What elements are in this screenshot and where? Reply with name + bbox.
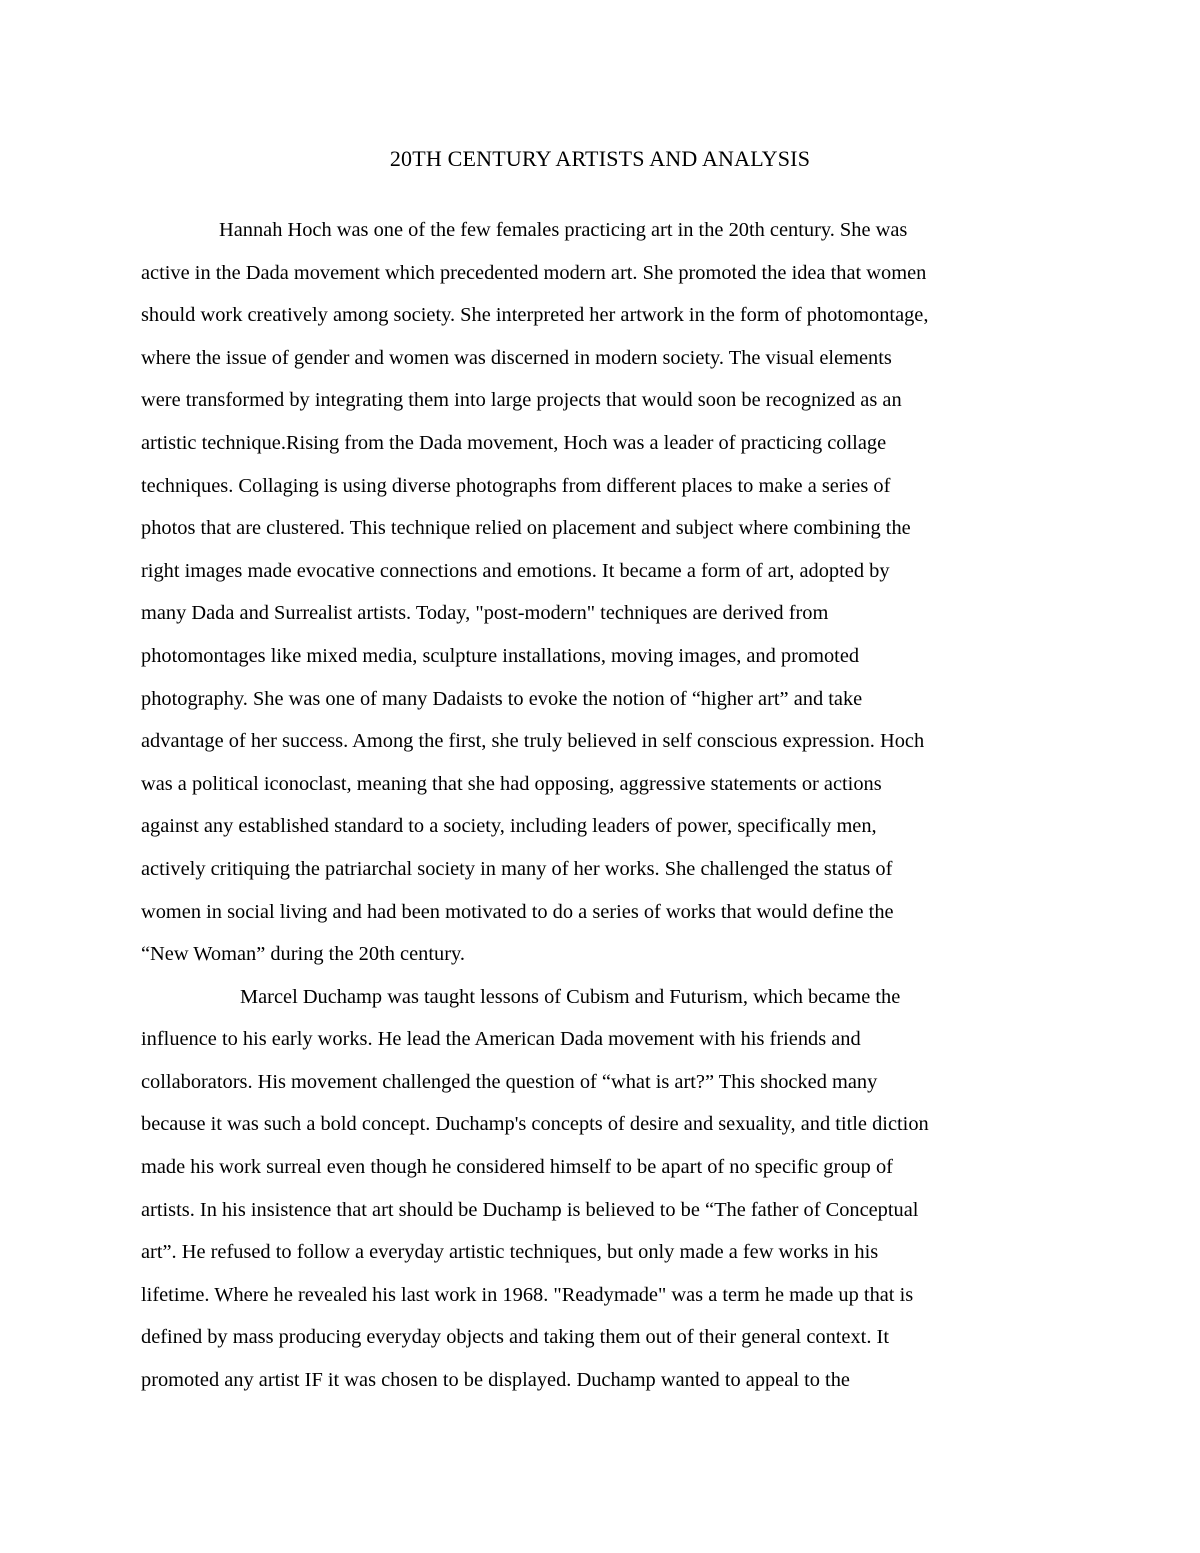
- paragraph-duchamp-line-1: Marcel Duchamp was taught lessons of Cubism and Futurism, which became the: [240, 985, 901, 1008]
- paragraph-duchamp-line-5: made his work surreal even though he considered himself to be apart of no specific group of: [141, 1156, 893, 1179]
- paragraph-hoch-line-9: right images made evocative connections and emotions. It became a form of art, adopted by: [141, 559, 890, 582]
- paragraph-hoch-line-11: photomontages like mixed media, sculpture installations, moving images, and promoted: [141, 644, 860, 667]
- paragraph-duchamp-line-4: because it was such a bold concept. Duchamp's concepts of desire and sexuality, and title diction: [141, 1113, 929, 1136]
- paragraph-hoch-line-7: techniques. Collaging is using diverse photographs from different places to make a series of: [141, 474, 891, 497]
- paragraph-hoch-line-8: photos that are clustered. This technique relied on placement and subject where combining the: [141, 517, 911, 540]
- document-title: 20TH CENTURY ARTISTS AND ANALYSIS: [389, 146, 811, 171]
- paragraph-hoch-line-3: should work creatively among society. She interpreted her artwork in the form of photomontage,: [141, 304, 929, 327]
- paragraph-duchamp-line-9: defined by mass producing everyday objects and taking them out of their general context. It: [141, 1326, 889, 1349]
- paragraph-duchamp-line-7: art”. He refused to follow a everyday artistic techniques, but only made a few works in his: [141, 1241, 879, 1264]
- paragraph-duchamp-line-2: influence to his early works. He lead the American Dada movement with his friends and: [141, 1028, 861, 1051]
- document-body: [141, 209, 1061, 1402]
- paragraph-hoch-line-13: advantage of her success. Among the first, she truly believed in self conscious expression. Hoch: [141, 730, 925, 753]
- paragraph-hoch-line-10: many Dada and Surrealist artists. Today, "post-modern" techniques are derived from: [141, 602, 829, 625]
- paragraph-duchamp-line-6: artists. In his insistence that art should be Duchamp is believed to be “The father of Conceptual: [141, 1198, 919, 1221]
- paragraph-hoch-line-17: women in social living and had been motivated to do a series of works that would define the: [141, 900, 894, 923]
- paragraph-duchamp-line-10: promoted any artist IF it was chosen to be displayed. Duchamp wanted to appeal to the: [141, 1369, 850, 1392]
- paragraph-hoch-line-4: where the issue of gender and women was discerned in modern society. The visual elements: [141, 346, 892, 369]
- paragraph-hoch-line-1: Hannah Hoch was one of the few females practicing art in the 20th century. She was: [219, 219, 908, 241]
- paragraph-hoch-line-15: against any established standard to a society, including leaders of power, specifically men,: [141, 815, 877, 838]
- paragraph-hoch-line-18: “New Woman” during the 20th century.: [141, 943, 465, 966]
- paragraph-duchamp-line-8: lifetime. Where he revealed his last work in 1968. "Readymade" was a term he made up that is: [141, 1283, 914, 1306]
- paragraph-hoch-line-12: photography. She was one of many Dadaists to evoke the notion of “higher art” and take: [141, 687, 863, 710]
- paragraph-hoch-line-2: active in the Dada movement which precedented modern art. She promoted the idea that women: [141, 261, 927, 284]
- paragraph-hoch-line-6: artistic technique.Rising from the Dada movement, Hoch was a leader of practicing collage: [141, 431, 887, 454]
- paragraph-duchamp-line-3: collaborators. His movement challenged the question of “what is art?” This shocked many: [141, 1070, 878, 1093]
- paragraph-hoch-line-14: was a political iconoclast, meaning that she had opposing, aggressive statements or actions: [141, 772, 882, 795]
- paragraph-hoch-line-16: actively critiquing the patriarchal society in many of her works. She challenged the status of: [141, 857, 893, 880]
- paragraph-hoch-line-5: were transformed by integrating them into large projects that would soon be recognized as an: [141, 389, 902, 412]
